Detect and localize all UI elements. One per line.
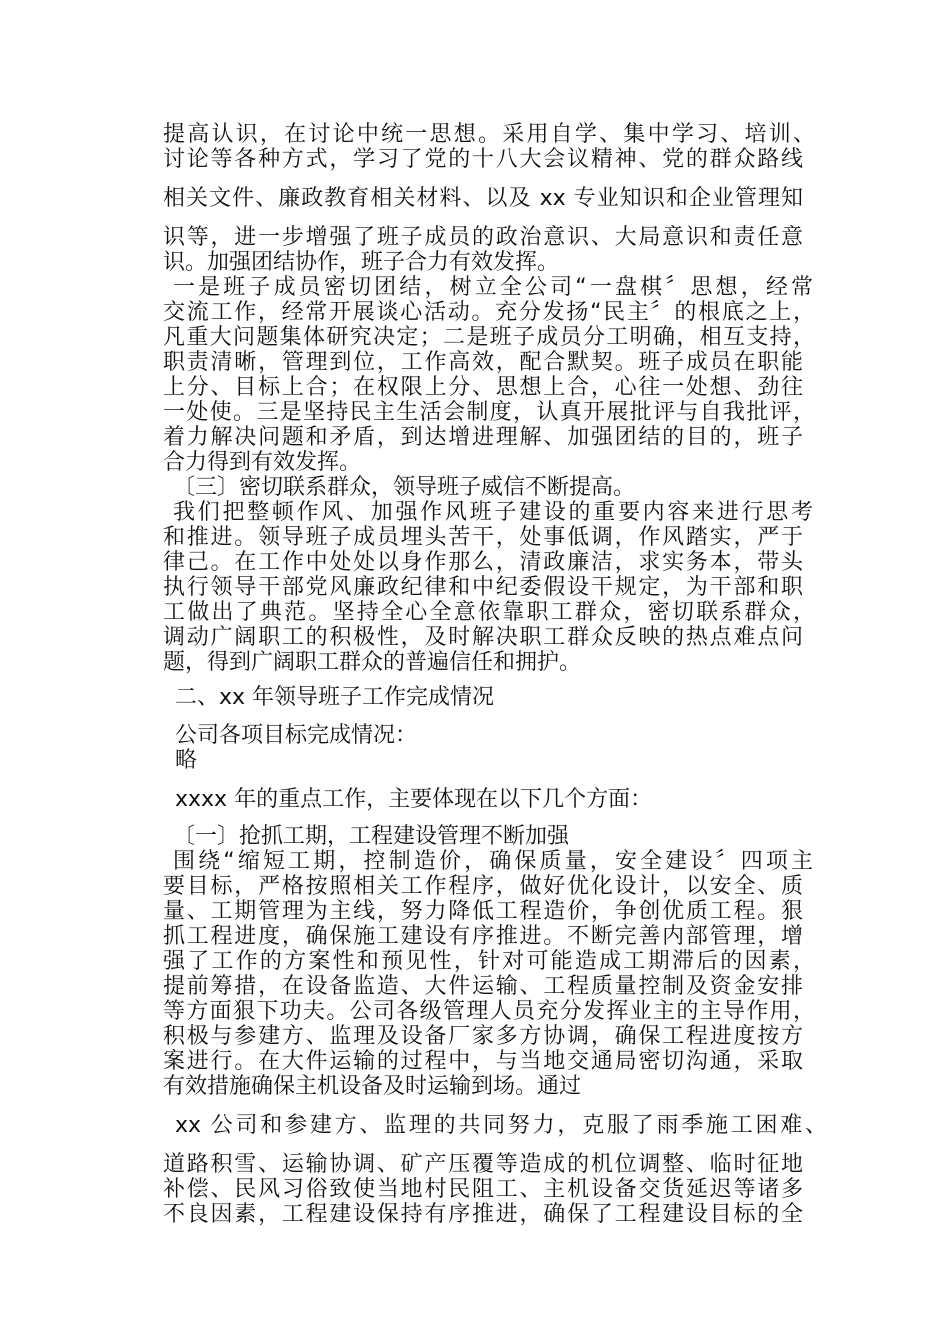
document-text-line: 识。加强团结协作，班子合力有效发挥。 [163, 250, 560, 275]
document-text-line: 执行领导干部党风廉政纪律和中纪委假设干规定，为干部和职 [163, 575, 803, 600]
document-text-line: 补偿、民风习俗致使当地村民阻工、主机设备交货延迟等诸多 [163, 1177, 803, 1202]
document-text-line: 上分、目标上合；在权限上分、思想上合，心往一处想、劲往 [163, 375, 803, 400]
document-text-line: 讨论等各种方式，学习了党的十八大会议精神、党的群众路线 [163, 147, 803, 172]
document-text-line: 〔一〕抢抓工期，工程建设管理不断加强 [173, 824, 570, 849]
document-text-line: 交流工作，经常开展谈心活动。充分发扬“民主〞的根底之上， [163, 300, 815, 325]
document-text-line: 调动广阔职工的积极性，及时解决职工群众反映的热点难点问 [163, 625, 803, 650]
document-text-line: 道路积雪、运输协调、矿产压覆等造成的机位调整、临时征地 [163, 1152, 803, 1177]
document-text-line: 我们把整顿作风、加强作风班子建设的重要内容来进行思考 [173, 500, 813, 525]
document-text-line: 〔三〕密切联系群众，领导班子威信不断提高。 [173, 475, 636, 500]
document-text-line: 量、工期管理为主线，努力降低工程造价，争创优质工程。狠 [163, 899, 803, 924]
document-text-line: xxxx 年的重点工作，主要体现在以下几个方面： [175, 787, 653, 812]
document-text-line: 相关文件、廉政教育相关材料、以及 xx 专业知识和企业管理知 [163, 186, 803, 211]
document-text-line: 强了工作的方案性和预见性，针对可能造成工期滞后的因素， [163, 949, 815, 974]
document-text-line: 职责清晰，管理到位，工作高效，配合默契。班子成员在职能 [163, 350, 803, 375]
document-text-line: 积极与参建方、监理及设备厂家多方协调，确保工程进度按方 [163, 1024, 803, 1049]
document-text-line: 工做出了典范。坚持全心全意依靠职工群众，密切联系群众， [163, 600, 815, 625]
document-text-line: 有效措施确保主机设备及时运输到场。通过 [163, 1074, 582, 1099]
document-text-line: 题，得到广阔职工群众的普遍信任和拥护。 [163, 650, 582, 675]
document-text-line: 提高认识，在讨论中统一思想。采用自学、集中学习、培训、 [163, 122, 815, 147]
document-text-line: 合力得到有效发挥。 [163, 450, 362, 475]
document-text-line: 着力解决问题和矛盾，到达增进理解、加强团结的目的，班子 [163, 425, 803, 450]
document-text-line: 识等，进一步增强了班子成员的政治意识、大局意识和责任意 [163, 225, 803, 250]
document-text-line: 围绕“缩短工期，控制造价，确保质量，安全建设〞四项主 [173, 849, 813, 874]
document-text-line: 等方面狠下功夫。公司各级管理人员充分发挥业主的主导作用， [163, 999, 815, 1024]
document-text-line: 提前筹措，在设备监造、大件运输、工程质量控制及资金安排 [163, 974, 803, 999]
document-text-line: 要目标，严格按照相关工作程序，做好优化设计，以安全、质 [163, 874, 803, 899]
document-text-line: 凡重大问题集体研究决定；二是班子成员分工明确，相互支持， [163, 325, 815, 350]
document-text-line: 和推进。领导班子成员埋头苦干，处事低调，作风踏实，严于 [163, 525, 803, 550]
document-text-line: 公司各项目标完成情况： [175, 723, 418, 748]
document-text-line: 略 [175, 748, 198, 773]
document-text-line: 一是班子成员密切团结，树立全公司“一盘棋〞思想，经常 [173, 275, 813, 300]
document-text-line: 不良因素，工程建设保持有序推进，确保了工程建设目标的全 [163, 1202, 803, 1227]
document-text-line: 案进行。在大件运输的过程中，与当地交通局密切沟通，采取 [163, 1049, 803, 1074]
document-text-line: 一处使。三是坚持民主生活会制度，认真开展批评与自我批评， [163, 400, 815, 425]
document-text-line: 律己。在工作中处处以身作那么，清政廉洁，求实务本，带头 [163, 550, 803, 575]
document-text-line: 抓工程进度，确保施工建设有序推进。不断完善内部管理，增 [163, 924, 803, 949]
document-text-line: 二、xx 年领导班子工作完成情况 [175, 685, 495, 710]
document-text-line: xx 公司和参建方、监理的共同努力，克服了雨季施工困难、 [175, 1113, 827, 1138]
